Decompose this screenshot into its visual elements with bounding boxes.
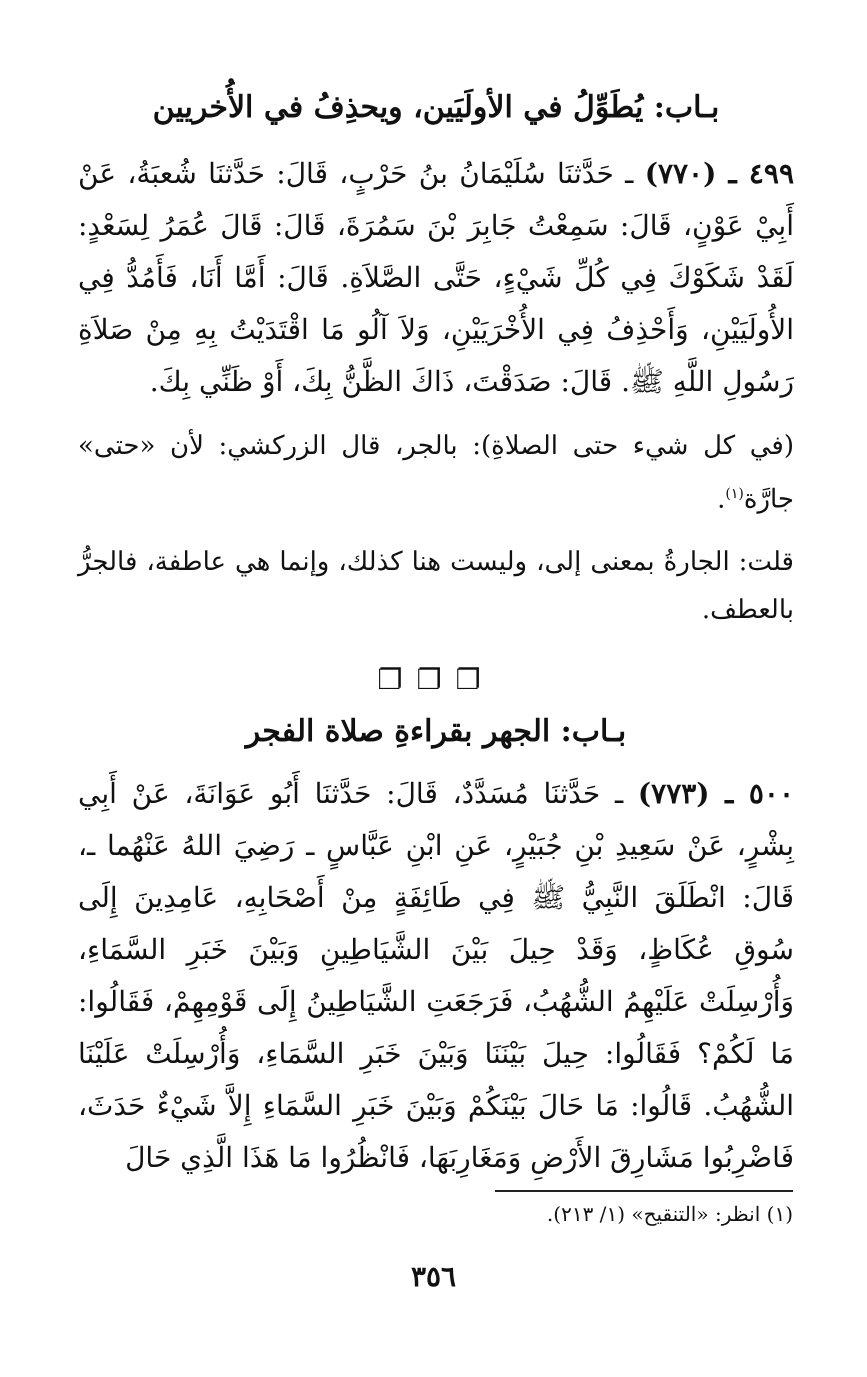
- section-heading-1: [78, 86, 794, 130]
- bab-label-1: بـاب:: [653, 90, 720, 125]
- heading-title-1: يُطَوِّلُ في الأولَيَين، ويحذِفُ في الأُخريين: [152, 90, 644, 125]
- footnote-divider: [495, 1190, 793, 1192]
- page-number: ٣٥٦: [410, 1260, 457, 1293]
- commentary-2: قلت: الجارةُ بمعنى إلى، وليست هنا كذلك، وإنما هي عاطفة، فالجرُّ بالعطف.: [78, 546, 794, 625]
- hadith-text-499: ـ حَدَّثنَا سُلَيْمَانُ بنُ حَرْبٍ، قَالَ: حَدَّثنَا شُعبَةُ، عَنْ أَبِيْ عَوْنٍ، قَالَ: سَمِعْتُ جَابِرَ بْنَ سَمُرَةَ، قَالَ: قَالَ عُمَرُ لِسَعْدٍ: لَقَدْ شَكَوْكَ فِي كُلِّ شَيْءٍ، حَتَّى الصَّلاَةِ. قَالَ: أَمَّا أَنَا، فَأَمُدُّ فِي الأُولَيَيْنِ، وَأَحْذِفُ فِي الأُخْرَيَيْنِ، وَلاَ آلُو مَا اقْتَدَيْتُ بِهِ مِنْ صَلاَةِ رَسُولِ اللَّهِ ﷺ. قَالَ: صَدَقْتَ، ذَاكَ الظَّنُّ بِكَ، أَوْ ظَنِّي بِكَ.: [78, 157, 794, 398]
- hadith-499: [78, 148, 794, 408]
- commentary-1: [78, 422, 794, 524]
- heading-title-2: الجهر بقراءةِ صلاة الفجر: [245, 713, 551, 749]
- section-separator: ❐❐❐: [377, 662, 495, 696]
- footnote-1: (١) انظر: «التنقيح» (١/ ٢١٣).: [546, 1202, 793, 1226]
- page-content: [78, 86, 794, 1184]
- hadith-500: [78, 768, 794, 1184]
- section-heading-2: [78, 710, 794, 754]
- commentary-1-text: (في كل شيء حتى الصلاةِ): بالجر، قال الزركشي: لأن «حتى» جارَّة: [78, 431, 794, 515]
- footnote-ref-1: (١): [725, 486, 744, 502]
- hadith-number-500: ٥٠٠ ـ (٧٧٣): [637, 776, 794, 810]
- commentary-1-end: .: [717, 484, 726, 515]
- hadith-number-499: ٤٩٩ ـ (٧٧٠): [644, 157, 795, 190]
- hadith-text-500: ـ حَدَّثنَا مُسَدَّدٌ، قَالَ: حَدَّثنَا أَبُو عَوَانَةَ، عَنْ أَبِي بِشْرٍ، عَنْ سَعِيدِ بْنِ جُبَيْرٍ، عَنِ ابْنِ عَبَّاسٍ ـ رَضِيَ اللهُ عَنْهُما ـ، قَالَ: انْطَلَقَ النَّبِيُّ ﷺ فِي طَائِفَةٍ مِنْ أَصْحَابِهِ، عَامِدِينَ إِلَى سُوقِ عُكَاظٍ، وَقَدْ حِيلَ بَيْنَ الشَّيَاطِينِ وَبَيْنَ خَبَرِ السَّمَاءِ، وَأُرْسِلَتْ عَلَيْهِمُ الشُّهُبُ، فَرَجَعَتِ الشَّيَاطِينُ إِلَى قَوْمِهِمْ، فَقَالُوا: مَا لَكُمْ؟ فَقَالُوا: حِيلَ بَيْنَنَا وَبَيْنَ خَبَرِ السَّمَاءِ، وَأُرْسِلَتْ عَلَيْنَا الشُّهُبُ. قَالُوا: مَا حَالَ بَيْنَكُمْ وَبَيْنَ خَبَرِ السَّمَاءِ إِلاَّ شَيْءٌ حَدَثَ، فَاضْرِبُوا مَشَارِقَ الأَرْضِ وَمَغَارِبَهَا، فَانْظُرُوا مَا هَذَا الَّذِي حَالَ: [78, 776, 794, 1174]
- bab-label-2: بـاب:: [560, 713, 627, 749]
